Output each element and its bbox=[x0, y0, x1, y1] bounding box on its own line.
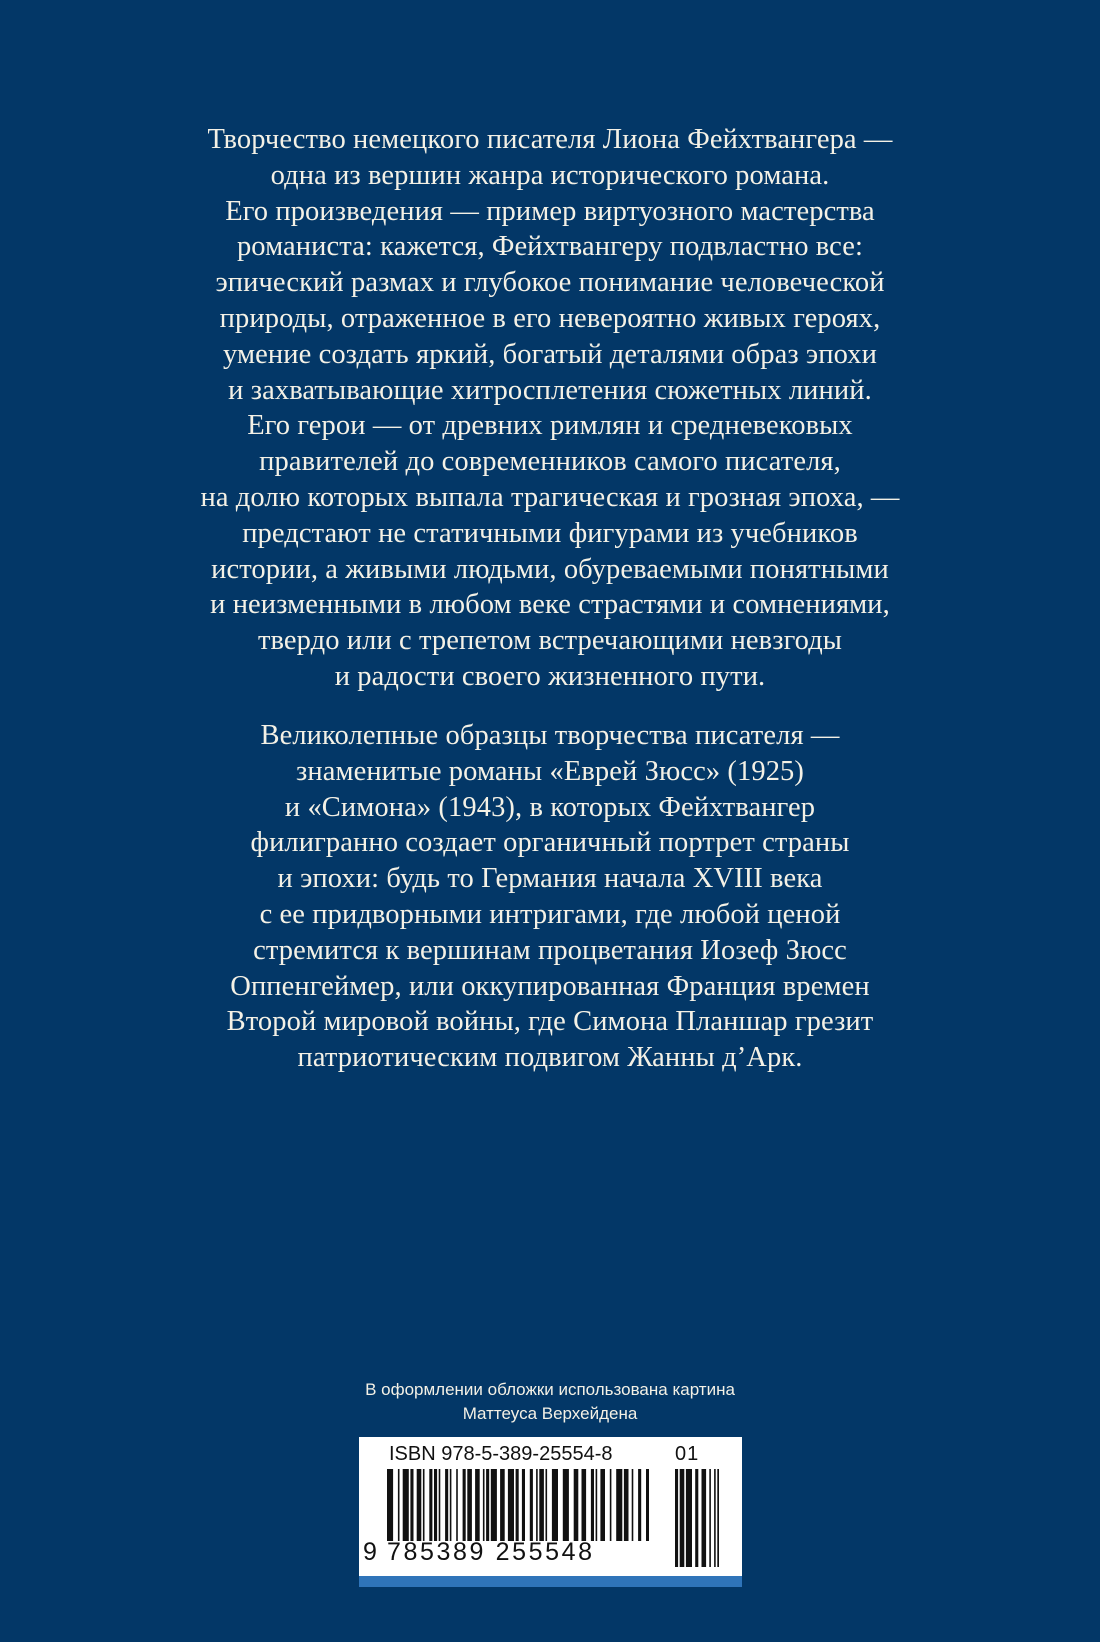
blurb-line: знаменитые романы «Еврей Зюсс» (1925) bbox=[295, 755, 805, 787]
blurb-line: патриотическим подвигом Жанны д’Арк. bbox=[297, 1042, 803, 1074]
blurb-line: на долю которых выпала трагическая и грозная эпоха, — bbox=[200, 481, 900, 513]
barcode-addon-code: 01 bbox=[675, 1443, 700, 1465]
credit-line: В оформлении обложки использована картина bbox=[365, 1380, 735, 1399]
blurb-line: и эпохи: будь то Германия начала XVIII века bbox=[277, 863, 823, 895]
blurb-line: филигранно создает органичный портрет страны bbox=[250, 827, 850, 859]
blurb-line: и неизменными в любом веке страстями и сомнениями, bbox=[210, 589, 890, 621]
blurb-line: и «Симона» (1943), в которых Фейхтвангер bbox=[284, 791, 816, 823]
blurb-line: истории, а живыми людьми, обуреваемыми понятными bbox=[211, 553, 889, 585]
blurb-line: Оппенгеймер, или оккупированная Франция времен bbox=[230, 970, 870, 1002]
blurb-line: эпический размах и глубокое понимание человеческой bbox=[215, 267, 885, 299]
barcode-color-band bbox=[359, 1576, 742, 1587]
blurb-line: природы, отраженное в его невероятно живых героях, bbox=[219, 302, 881, 334]
blurb-line: одна из вершин жанра исторического романа. bbox=[270, 159, 830, 191]
blurb-line: с ее придворными интригами, где любой ценой bbox=[259, 898, 841, 930]
credit-line: Маттеуса Верхейдена bbox=[462, 1404, 638, 1423]
blurb-line: Великолепные образцы творчества писателя — bbox=[260, 720, 840, 751]
blurb-line: предстают не статичными фигурами из учебников bbox=[242, 517, 858, 549]
barcode-digits: 785389 255548 bbox=[387, 1538, 595, 1566]
blurb-line: правителей до современников самого писателя, bbox=[259, 446, 841, 478]
blurb-line: романиста: кажется, Фейхтвангеру подвластно все: bbox=[236, 231, 864, 263]
blurb-line: Его произведения — пример виртуозного мастерства bbox=[225, 195, 875, 227]
blurb-line: Его герои — от древних римлян и средневековых bbox=[247, 410, 853, 442]
blurb-line: Второй мировой войны, где Симона Планшар грезит bbox=[226, 1006, 874, 1038]
blurb-line: твердо или с трепетом встречающими невзгоды bbox=[257, 625, 843, 657]
blurb-line: и радости своего жизненного пути. bbox=[334, 660, 766, 692]
blurb-line: стремится к вершинам процветания Иозеф Зюсс bbox=[253, 934, 847, 966]
blurb-line: Творчество немецкого писателя Лиона Фейхтвангера — bbox=[207, 124, 893, 155]
blurb-line: умение создать яркий, богатый деталями образ эпохи bbox=[223, 338, 877, 370]
blurb-paragraph-2 bbox=[150, 718, 950, 1076]
blurb-paragraph-1 bbox=[150, 122, 950, 695]
isbn-barcode bbox=[359, 1437, 742, 1587]
blurb-line: и захватывающие хитросплетения сюжетных линий. bbox=[228, 374, 872, 406]
isbn-label: ISBN 978-5-389-25554-8 bbox=[389, 1443, 613, 1465]
barcode-lead-digit: 9 bbox=[363, 1538, 377, 1566]
cover-art-credit bbox=[250, 1378, 850, 1426]
